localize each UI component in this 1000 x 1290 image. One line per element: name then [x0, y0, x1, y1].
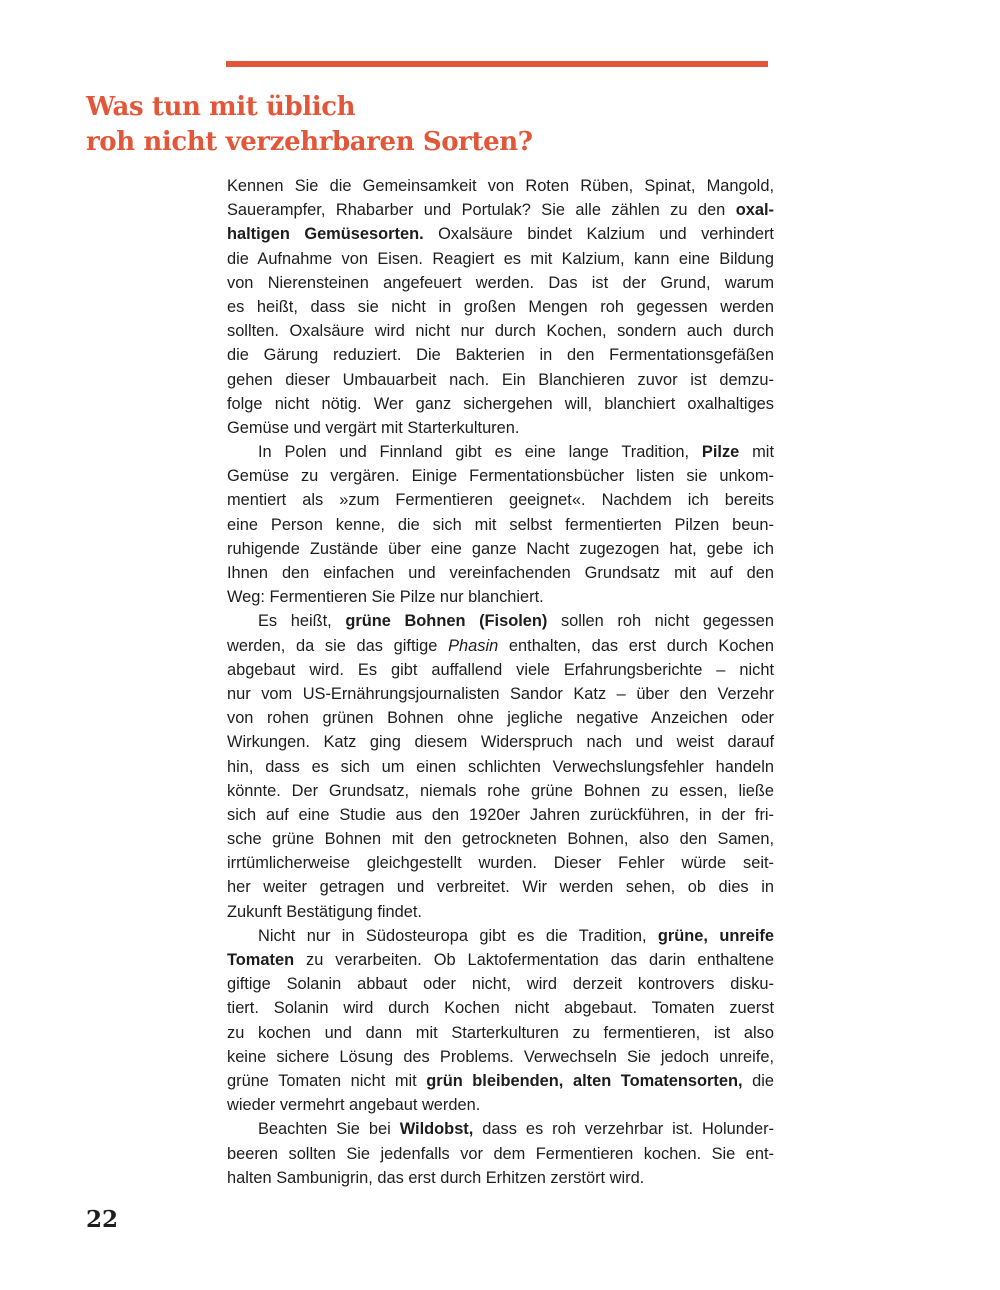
text-run: Zukunft Bestätigung findet.: [227, 902, 422, 921]
text-run: Gemüse und vergärt mit Starterkulturen.: [227, 418, 520, 437]
text-run: Beachten Sie bei: [258, 1120, 400, 1139]
text-line: [227, 1142, 774, 1166]
text-line: [227, 900, 774, 924]
text-run: sche grüne Bohnen mit den getrockneten Bohnen, also den Samen,: [227, 830, 774, 849]
text-line: [227, 658, 774, 682]
section-heading: [86, 90, 533, 160]
text-run: zu kochen und dann mit Starterkulturen zu fermentieren, ist also: [227, 1023, 774, 1042]
text-line: [227, 1093, 774, 1117]
bold-term: Pilze: [701, 443, 740, 462]
text-run: mentiert als »zum Fermentieren geeignet«. Nachdem ich bereits: [227, 491, 774, 510]
text-line: [227, 948, 774, 972]
text-run: von rohen grünen Bohnen ohne jegliche negative Anzeichen oder: [227, 709, 774, 728]
text-run: wieder vermehrt angebaut werden.: [227, 1096, 481, 1115]
text-line: [227, 271, 774, 295]
text-run: nur vom US-Ernährungsjournalisten Sandor Katz – über den Verzehr: [227, 684, 774, 703]
text-run: Oxalsäure bindet Kalzium und verhindert: [423, 225, 774, 244]
text-line: [227, 706, 774, 730]
bold-term: grüne Bohnen (Fisolen): [345, 612, 548, 631]
text-run: sollen roh nicht gegessen: [547, 612, 774, 631]
text-line: [227, 295, 774, 319]
text-line: [227, 1117, 774, 1141]
text-run: irrtümlicherweise gleichgestellt wurden. Dieser Fehler würde seit-: [227, 854, 774, 873]
text-line: [227, 924, 774, 948]
text-run: grüne Tomaten nicht mit: [227, 1071, 427, 1090]
text-run: Sauerampfer, Rhabarber und Portulak? Sie alle zählen zu den: [227, 201, 736, 220]
text-run: Es heißt,: [258, 612, 346, 631]
text-run: Wirkungen. Katz ging diesem Widerspruch nach und weist darauf: [227, 733, 774, 752]
page-number: 22: [86, 1206, 119, 1233]
text-run: folge nicht nötig. Wer ganz sichergehen will, blanchiert oxalhaltiges: [227, 394, 774, 413]
text-run: mit: [739, 443, 775, 462]
bold-term: Tomaten: [227, 951, 295, 969]
heading-line-1: Was tun mit üblich: [86, 92, 356, 122]
text-run: von Nierensteinen angefeuert werden. Das ist der Grund, warum: [227, 273, 774, 292]
text-line: [227, 561, 774, 585]
text-run: es heißt, dass sie nicht in großen Mengen roh gegessen werden: [227, 297, 774, 316]
text-line: [227, 343, 774, 367]
text-run: Nicht nur in Südosteuropa gibt es die Tradition,: [258, 926, 658, 945]
text-line: [227, 319, 774, 343]
bold-term: Wildobst,: [399, 1120, 474, 1139]
text-line: [227, 634, 774, 658]
text-line: [227, 174, 774, 198]
text-line: [227, 464, 774, 488]
text-run: dass es roh verzehrbar ist. Holunder-: [473, 1120, 774, 1139]
text-run: halten Sambunigrin, das erst durch Erhitzen zerstört wird.: [227, 1168, 645, 1187]
text-run: sich auf eine Studie aus den 1920er Jahren zurückführen, in der fri-: [227, 805, 774, 824]
text-run: her weiter getragen und verbreitet. Wir werden sehen, ob dies in: [227, 878, 774, 897]
text-run: Weg: Fermentieren Sie Pilze nur blanchiert.: [227, 588, 544, 607]
text-run: Gemüse zu vergären. Einige Fermentationsbücher listen sie unkom-: [227, 467, 774, 486]
text-line: [227, 682, 774, 706]
text-line: [227, 730, 774, 754]
text-line: [227, 513, 774, 537]
text-line: [227, 368, 774, 392]
text-run: giftige Solanin abbaut oder nicht, wird derzeit kontrovers disku-: [227, 975, 774, 994]
text-line: [227, 1045, 774, 1069]
text-line: [227, 247, 774, 271]
text-line: [227, 416, 774, 440]
text-run: gehen dieser Umbauarbeit nach. Ein Blanchieren zuvor ist demzu-: [227, 370, 774, 389]
body-text: [227, 174, 774, 1190]
text-run: zu verarbeiten. Ob Laktofermentation das darin enthaltene: [294, 951, 774, 969]
text-line: [227, 875, 774, 899]
text-run: beeren sollten Sie jedenfalls vor dem Fermentieren kochen. Sie ent-: [227, 1144, 774, 1163]
accent-rule: [226, 61, 768, 67]
text-line: [227, 996, 774, 1020]
text-line: [227, 585, 774, 609]
text-run: sollten. Oxalsäure wird nicht nur durch Kochen, sondern auch durch: [227, 322, 774, 341]
text-line: [227, 1021, 774, 1045]
text-line: [227, 537, 774, 561]
text-line: [227, 440, 774, 464]
text-run: abgebaut wird. Es gibt auffallend viele Erfahrungsberichte – nicht: [227, 660, 774, 679]
text-run: enthalten, das erst durch Kochen: [498, 636, 774, 655]
bold-term: grüne, unreife: [657, 926, 774, 945]
text-line: [227, 609, 774, 633]
text-line: [227, 972, 774, 996]
text-run: Ihnen den einfachen und vereinfachenden Grundsatz mit auf den: [227, 564, 774, 582]
text-line: [227, 1069, 774, 1093]
text-line: [227, 198, 774, 222]
text-line: [227, 755, 774, 779]
text-run: Kennen Sie die Gemeinsamkeit von Roten Rüben, Spinat, Mangold,: [227, 177, 774, 195]
text-run: die Gärung reduziert. Die Bakterien in den Fermentationsgefäßen: [227, 346, 774, 365]
text-line: [227, 1166, 774, 1190]
text-line: [227, 827, 774, 851]
text-line: [227, 779, 774, 803]
text-run: ruhigende Zustände über eine ganze Nacht zugezogen hat, gebe ich: [227, 539, 774, 558]
text-run: hin, dass es sich um einen schlichten Verwechslungsfehler handeln: [227, 757, 774, 776]
text-line: [227, 851, 774, 875]
text-run: In Polen und Finnland gibt es eine lange Tradition,: [258, 443, 702, 462]
heading-line-2: roh nicht verzehrbaren Sorten?: [86, 127, 533, 157]
text-run: werden, da sie das giftige: [227, 636, 449, 655]
text-run: die Aufnahme von Eisen. Reagiert es mit Kalzium, kann eine Bildung: [227, 249, 774, 268]
text-run: die: [742, 1071, 774, 1090]
text-line: [227, 488, 774, 512]
text-run: eine Person kenne, die sich mit selbst fermentierten Pilzen beun-: [227, 515, 774, 534]
text-run: keine sichere Lösung des Problems. Verwechseln Sie jedoch unreife,: [227, 1047, 774, 1066]
text-line: [227, 222, 774, 246]
text-line: [227, 803, 774, 827]
text-run: könnte. Der Grundsatz, niemals rohe grüne Bohnen zu essen, ließe: [227, 781, 774, 800]
bold-term: oxal-: [735, 201, 774, 220]
bold-term: grün bleibenden, alten Tomatensorten,: [426, 1071, 743, 1090]
text-run: tiert. Solanin wird durch Kochen nicht abgebaut. Tomaten zuerst: [227, 999, 774, 1018]
bold-term: haltigen Gemüsesorten.: [227, 225, 424, 244]
text-line: [227, 392, 774, 416]
italic-term: Phasin: [448, 636, 499, 655]
